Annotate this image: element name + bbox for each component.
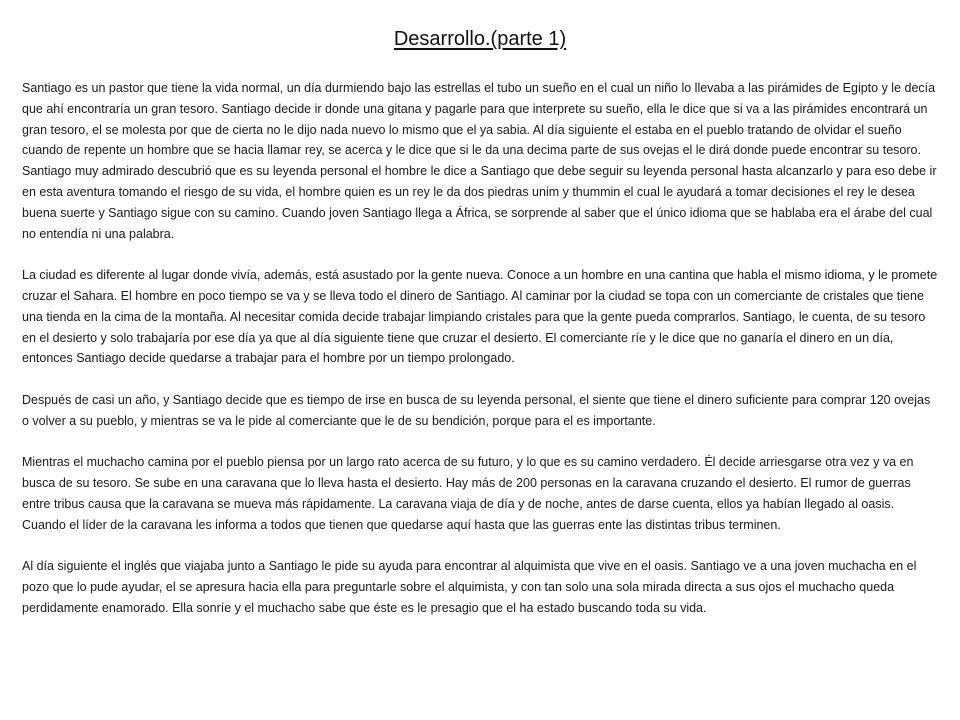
paragraph-5: Al día siguiente el inglés que viajaba junto a Santiago le pide su ayuda para encontrar al alquimista que vive en el oasis. Santiago ve a una joven muchacha en el pozo que lo pude ayudar, el se apresura hacia ella para preguntarle sobre el alquimista, y con tan solo una sola mirada directa a sus ojos el muchacho queda perdidamente enamorado. Ella sonríe y el muchacho sabe que éste es le presagio que el ha estado buscando toda su vida. <box>22 559 917 615</box>
paragraph-2: La ciudad es diferente al lugar donde vivía, además, está asustado por la gente nueva. Conoce a un hombre en una cantina que habla el mismo idioma, y le promete cruzar el Sahara. El hombre en poco tiempo se va y se lleva todo el dinero de Santiago. Al caminar por la ciudad se topa con un comerciante de cristales que tiene una tienda en la cima de la montaña. Al necesitar comida decide trabajar limpiando cristales para que la gente pueda comprarlos. Santiago, le cuenta, de su tesoro en el desierto y solo trabajaría por ese día ya que al día siguiente tiene que cruzar el desierto. El comerciante ríe y le dice que no ganaría el dinero en un día, entonces Santiago decide quedarse a trabajar para el hombre por un tiempo prolongado. <box>22 268 938 366</box>
slide-body <box>22 78 940 619</box>
paragraph-4: Mientras el muchacho camina por el pueblo piensa por un largo rato acerca de su futuro, y lo que es su camino verdadero. Él decide arriesgarse otra vez y va en busca de su tesoro. Se sube en una caravana que lo lleva hasta el desierto. Hay más de 200 personas en la caravana cruzando el desierto. El rumor de guerras entre tribus causa que la caravana se mueva más rápidamente. La caravana viaja de día y de noche, antes de darse cuenta, ellos ya habían llegado al oasis. Cuando el líder de la caravana les informa a todos que tienen que quedarse aquí hasta que las guerras ente las distintas tribus terminen. <box>22 455 914 532</box>
paragraph-1: Santiago es un pastor que tiene la vida normal, un día durmiendo bajo las estrellas el tubo un sueño en el cual un niño lo llevaba a las pirámides de Egipto y le decía que ahí encontraría un gran tesoro. Santiago decide ir donde una gitana y pagarle para que interprete su sueño, ella le dice que si va a las pirámides encontrará un gran tesoro, el se molesta por que de cierta no le dijo nada nuevo lo mismo que el ya sabia. Al día siguiente el estaba en el pueblo tratando de olvidar el sueño cuando de repente un hombre que se hacia llamar rey, se acerca y le dice que si le da una decima parte de sus ovejas el le dirá donde puede encontrar su tesoro. Santiago muy admirado descubrió que es su leyenda personal el hombre le dice a Santiago que debe seguir su leyenda personal hasta alcanzarlo y para eso debe ir en esta aventura tomando el riesgo de su vida, el hombre quien es un rey le da dos piedras unim y thummin el cual le ayudará a tomar decisiones el rey le desea buena suerte y Santiago sigue con su camino. Cuando joven Santiago llega a África, se sorprende al saber que el único idioma que se hablaba era el árabe del cual no entendía ni una palabra. <box>22 81 937 241</box>
paragraph-3: Después de casi un año, y Santiago decide que es tiempo de irse en busca de su leyenda personal, el siente que tiene el dinero suficiente para comprar 120 ovejas o volver a su pueblo, y mientras se va le pide al comerciante que le de su bendición, porque para el es importante. <box>22 392 931 428</box>
slide-title: Desarrollo.(parte 1) <box>393 28 567 50</box>
